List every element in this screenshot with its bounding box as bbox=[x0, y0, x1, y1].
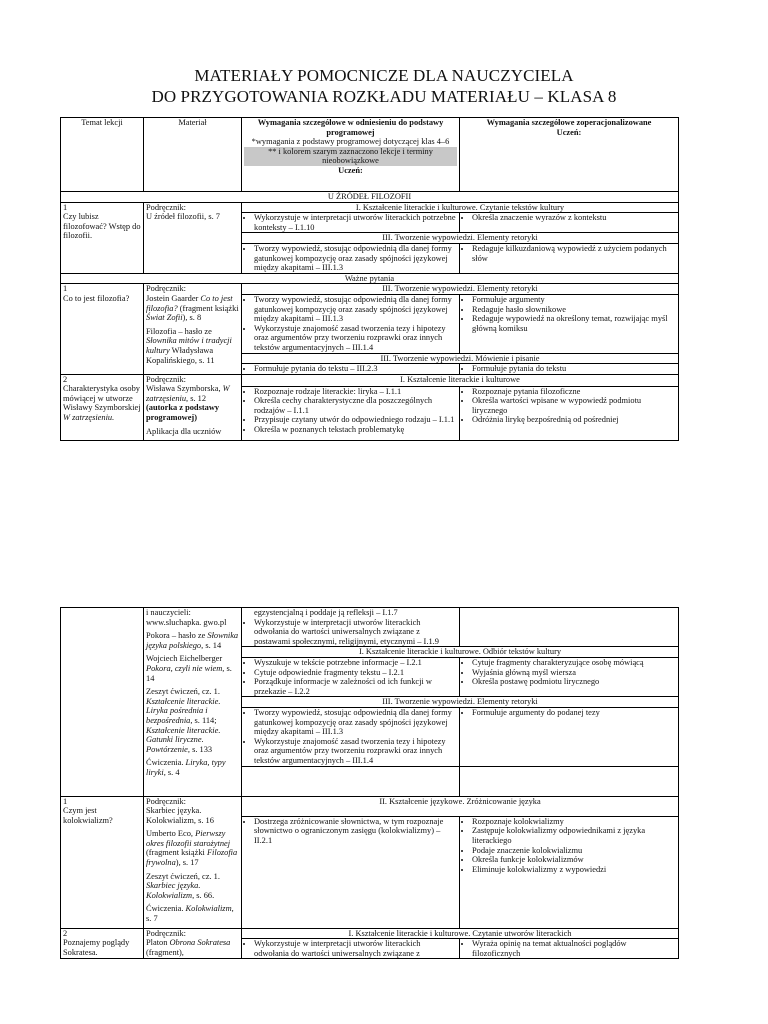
area-heading: I. Kształcenie literackie i kulturowe. Czytanie tekstów kultury bbox=[242, 202, 679, 213]
material-label: Podręcznik: bbox=[146, 284, 187, 294]
requirement-item: • Rozpoznaje rodzaje literackie: liryka – I.1.1 bbox=[254, 387, 457, 397]
area-heading: III. Tworzenie wypowiedzi. Mówienie i pisanie bbox=[242, 353, 679, 364]
operational-item: • Określa znaczenie wyrazów z kontekstu bbox=[472, 213, 676, 223]
lesson-material-cell bbox=[144, 284, 242, 374]
requirements-cell bbox=[242, 657, 460, 696]
material-label: Podręcznik: bbox=[146, 374, 187, 384]
operational-item: • Zastępuje kolokwializmy odpowiednikami z języka literackiego bbox=[472, 826, 676, 845]
material-item: Wojciech Eichelberger Pokora, czyli nie wiem, s. 14 bbox=[146, 654, 232, 683]
operational-item: • Określa postawę podmiotu lirycznego bbox=[472, 677, 676, 687]
lesson-topic-cell bbox=[61, 928, 144, 959]
operational-cell bbox=[460, 294, 679, 353]
requirement-item: • Tworzy wypowiedź, stosując odpowiednią dla danej formy gatunkowej kompozycję oraz zasady spójności językowej między akapitami – III.1.3 bbox=[254, 295, 457, 324]
lesson-title: Czym jest kolokwializm? bbox=[63, 806, 113, 825]
header-requirements bbox=[242, 118, 460, 192]
operational-item: • Redaguje kilkuzdaniową wypowiedź z użyciem podanych słów bbox=[472, 244, 676, 263]
lesson-number: 2 bbox=[63, 928, 68, 938]
operational-item: • Formułuje pytania do tekstu bbox=[472, 364, 676, 374]
area-heading: II. Kształcenie językowe. Zróżnicowanie języka bbox=[242, 796, 679, 816]
requirement-item: • Dostrzega zróżnicowanie słownictwa, w tym rozpoznaje słownictwo o ograniczonym zasięgu (kolokwializmy) – II.2.1 bbox=[254, 817, 457, 846]
lesson-number: 1 bbox=[63, 284, 68, 294]
requirements-cell bbox=[242, 243, 460, 273]
requirement-item: • Tworzy wypowiedź, stosując odpowiednią dla danej formy gatunkowej kompozycję oraz zasady spójności językowej między akapitami – III.1.3 bbox=[254, 708, 457, 737]
operational-item: • Formułuje argumenty bbox=[472, 295, 676, 305]
lesson-material-cell bbox=[144, 796, 242, 928]
area-heading: III. Tworzenie wypowiedzi. Elementy retoryki bbox=[242, 233, 679, 244]
lesson-topic-cell bbox=[61, 202, 144, 273]
important-questions-row bbox=[61, 273, 679, 284]
header-requirements-note2: ** i kolorem szarym zaznaczono lekcje i terminy nieobowiązkowe bbox=[244, 147, 457, 166]
requirement-item: • Przypisuje czytany utwór do odpowiedniego rodzaju – I.1.1 bbox=[254, 415, 457, 425]
operational-item: • Redaguje hasło słownikowe bbox=[472, 305, 676, 315]
header-requirements-title: Wymagania szczegółowe w odniesieniu do podstawy programowej bbox=[257, 118, 444, 137]
header-operational-student: Uczeń: bbox=[556, 127, 582, 137]
lesson-number: 1 bbox=[63, 202, 68, 212]
lesson-material-cell bbox=[144, 608, 242, 797]
lesson-number: 1 bbox=[63, 796, 68, 806]
operational-item: • Określa wartości wpisane w wypowiedź podmiotu lirycznego bbox=[472, 396, 676, 415]
lesson-material-cell bbox=[144, 374, 242, 441]
lesson-row bbox=[61, 284, 679, 295]
lesson-number: 2 bbox=[63, 374, 68, 384]
requirement-item: • Określa w poznanych tekstach problematykę bbox=[254, 425, 457, 435]
important-questions: Ważne pytania bbox=[61, 273, 679, 284]
title-line-2: DO PRZYGOTOWANIA ROZKŁADU MATERIAŁU – KLASA 8 bbox=[151, 87, 617, 106]
requirement-continuation: egzystencjalną i poddaje ją refleksji – I.1.7 bbox=[254, 608, 398, 617]
lesson-row bbox=[61, 202, 679, 213]
requirements-cell bbox=[242, 386, 460, 441]
operational-cell bbox=[460, 243, 679, 273]
operational-item: • Podaje znaczenie kolokwializmu bbox=[472, 846, 676, 856]
operational-cell bbox=[460, 364, 679, 375]
section-title: U ŹRÓDEŁ FILOZOFII bbox=[61, 192, 679, 203]
operational-item: • Wyraża opinię na temat aktualności poglądów filozoficznych bbox=[472, 939, 676, 958]
material-item: Aplikacja dla uczniów bbox=[146, 426, 222, 436]
requirement-item: • Porządkuje informacje w zależności od ich funkcji w przekazie – I.2.2 bbox=[254, 677, 457, 696]
area-heading: III. Tworzenie wypowiedzi. Elementy retoryki bbox=[242, 284, 679, 295]
operational-item: • Określa funkcje kolokwializmów bbox=[472, 855, 676, 865]
requirements-cell bbox=[242, 213, 460, 233]
requirements-cell bbox=[242, 766, 460, 796]
lesson-plan-table-page-2 bbox=[60, 607, 679, 959]
requirement-item: • Wykorzystuje w interpretacji utworów literackich potrzebne konteksty – I.1.10 bbox=[254, 213, 457, 232]
operational-item: • Rozpoznaje pytania filozoficzne bbox=[472, 387, 676, 397]
section-row bbox=[61, 192, 679, 203]
requirements-cell bbox=[242, 816, 460, 928]
material-item: Jostein Gaarder Co to jest filozofia? (fragment książki Świat Zofii), s. 8 bbox=[146, 293, 239, 323]
material-item: Ćwiczenia. Kolokwializm, s. 7 bbox=[146, 904, 234, 924]
header-operational-title: Wymagania szczegółowe zoperacjonalizowane bbox=[486, 118, 652, 127]
title-line-1: MATERIAŁY POMOCNICZE DLA NAUCZYCIELA bbox=[194, 66, 574, 85]
operational-cell bbox=[460, 766, 679, 796]
material-text: U źródeł filozofii, s. 7 bbox=[146, 212, 220, 222]
table-header-row bbox=[61, 118, 679, 192]
operational-cell bbox=[460, 816, 679, 928]
operational-item: • Eliminuje kolokwializmy z wypowiedzi bbox=[472, 865, 676, 875]
operational-item: • Rozpoznaje kolokwializmy bbox=[472, 817, 676, 827]
material-item: Ćwiczenia. Liryka, typy liryki, s. 4 bbox=[146, 758, 226, 777]
material-item: Skarbiec języka. Kolokwializm, s. 16 bbox=[146, 806, 214, 825]
operational-item: • Formułuje argumenty do podanej tezy bbox=[472, 708, 676, 718]
lesson-material-cell bbox=[144, 928, 242, 959]
requirements-cell bbox=[242, 707, 460, 766]
area-heading: III. Tworzenie wypowiedzi. Elementy retoryki bbox=[242, 697, 679, 708]
operational-cell bbox=[460, 707, 679, 766]
requirement-item: • Określa cechy charakterystyczne dla poszczególnych rodzajów – I.1.1 bbox=[254, 396, 457, 415]
operational-item: • Odróżnia lirykę bezpośrednią od pośredniej bbox=[472, 415, 676, 425]
requirement-item: • Wykorzystuje w interpretacji utworów literackich odwołania do wartości uniwersalnych związane z bbox=[254, 939, 457, 958]
requirement-item: • Wykorzystuje znajomość zasad tworzenia tezy i hipotezy oraz argumentów przy tworzeniu rozprawki oraz innych tekstów argumentacyjnych – III.1.4 bbox=[254, 324, 457, 353]
lesson-row bbox=[61, 928, 679, 939]
requirements-cell bbox=[242, 294, 460, 353]
lesson-row bbox=[61, 374, 679, 386]
header-topic: Temat lekcji bbox=[61, 118, 144, 192]
page-title bbox=[0, 65, 768, 107]
header-requirements-note1: *wymagania z podstawy programowej dotyczącej klas 4–6 bbox=[251, 137, 450, 147]
lesson-material-cell bbox=[144, 202, 242, 273]
lesson-plan-table-page-1 bbox=[60, 117, 679, 441]
material-item: Zeszyt ćwiczeń, cz. 1. Skarbiec języka. Kolokwializm, s. 66. bbox=[146, 871, 220, 900]
lesson-row bbox=[61, 796, 679, 816]
requirement-item: • Tworzy wypowiedź, stosując odpowiednią dla danej formy gatunkowej kompozycję oraz zasady spójności językowej między akapitami – III.1.3 bbox=[254, 244, 457, 273]
operational-item: • Wyjaśnia główną myśl wiersza bbox=[472, 668, 676, 678]
operational-item: • Redaguje wypowiedź na określony temat, rozwijając myśl główną komiksu bbox=[472, 314, 676, 333]
operational-cell bbox=[460, 608, 679, 647]
lesson-topic-cell bbox=[61, 284, 144, 374]
lesson-topic-cell bbox=[61, 374, 144, 441]
lesson-topic-cell bbox=[61, 796, 144, 928]
material-item: Filozofia – hasło ze Słownika mitów i tradycji kultury Władysława Kopalińskiego, s. 11 bbox=[146, 326, 232, 365]
material-item: Wisława Szymborska, W zatrzęsieniu, s. 12 (autorka z podstawy programowej) bbox=[146, 384, 230, 423]
requirement-item: • Wyszukuje w tekście potrzebne informacje – I.2.1 bbox=[254, 658, 457, 668]
lesson-title: Poznajemy poglądy Sokratesa. bbox=[63, 938, 130, 957]
requirement-item: • Cytuje odpowiednie fragmenty tekstu – I.2.1 bbox=[254, 668, 457, 678]
material-item: i nauczycieli: www.sluchapka. gwo.pl bbox=[146, 608, 227, 627]
operational-cell bbox=[460, 213, 679, 233]
requirements-cell bbox=[242, 939, 460, 959]
requirement-item: • Wykorzystuje w interpretacji utworów literackich odwołania do wartości uniwersalnych związane z postawami społecznymi, religijnymi, etycznymi – I.1.9 bbox=[254, 618, 457, 647]
continuation-row bbox=[61, 608, 679, 647]
requirements-cell bbox=[242, 364, 460, 375]
operational-cell bbox=[460, 386, 679, 441]
area-heading: I. Kształcenie literackie i kulturowe. Odbiór tekstów kultury bbox=[242, 647, 679, 658]
area-heading: I. Kształcenie literackie i kulturowe. Czytanie utworów literackich bbox=[242, 928, 679, 939]
material-item: Platon Obrona Sokratesa (fragment), bbox=[146, 938, 231, 957]
operational-item: • Cytuje fragmenty charakteryzujące osobę mówiącą bbox=[472, 658, 676, 668]
material-item: Pokora – hasło ze Słownika języka polskiego, s. 14 bbox=[146, 631, 239, 650]
lesson-title: Co to jest filozofia? bbox=[63, 293, 130, 303]
header-operational bbox=[460, 118, 679, 192]
requirements-cell bbox=[242, 608, 460, 647]
material-label: Podręcznik: bbox=[146, 928, 187, 938]
material-item: Zeszyt ćwiczeń, cz. 1. Kształcenie literackie. Liryka pośrednia i bezpośrednia, s. 114; Kształcenie literackie. Gatunki liryczne. Powtórzenie, s. 133 bbox=[146, 687, 221, 754]
operational-cell bbox=[460, 939, 679, 959]
material-label: Podręcznik: bbox=[146, 796, 187, 806]
area-heading: I. Kształcenie literackie i kulturowe bbox=[242, 374, 679, 386]
requirement-item: • Wykorzystuje znajomość zasad tworzenia tezy i hipotezy oraz argumentów przy tworzeniu rozprawki oraz innych tekstów argumentacyjnych – III.1.4 bbox=[254, 737, 457, 766]
material-item: Umberto Eco, Pierwszy okres filozofii starożytnej (fragment książki Filozofia frywolna), s. 17 bbox=[146, 829, 238, 868]
operational-cell bbox=[460, 657, 679, 696]
header-requirements-student: Uczeń: bbox=[338, 165, 363, 175]
requirement-item: • Formułuje pytania do tekstu – III.2.3 bbox=[254, 364, 457, 374]
header-material: Materiał bbox=[144, 118, 242, 192]
lesson-topic-cell bbox=[61, 608, 144, 797]
lesson-title: Charakterystyka osoby mówiącej w utworze Wisławy Szymborskiej W zatrzęsieniu. bbox=[63, 384, 141, 423]
lesson-title: Czy lubisz filozofować? Wstęp do filozofii. bbox=[63, 212, 141, 241]
material-label: Podręcznik: bbox=[146, 202, 187, 212]
